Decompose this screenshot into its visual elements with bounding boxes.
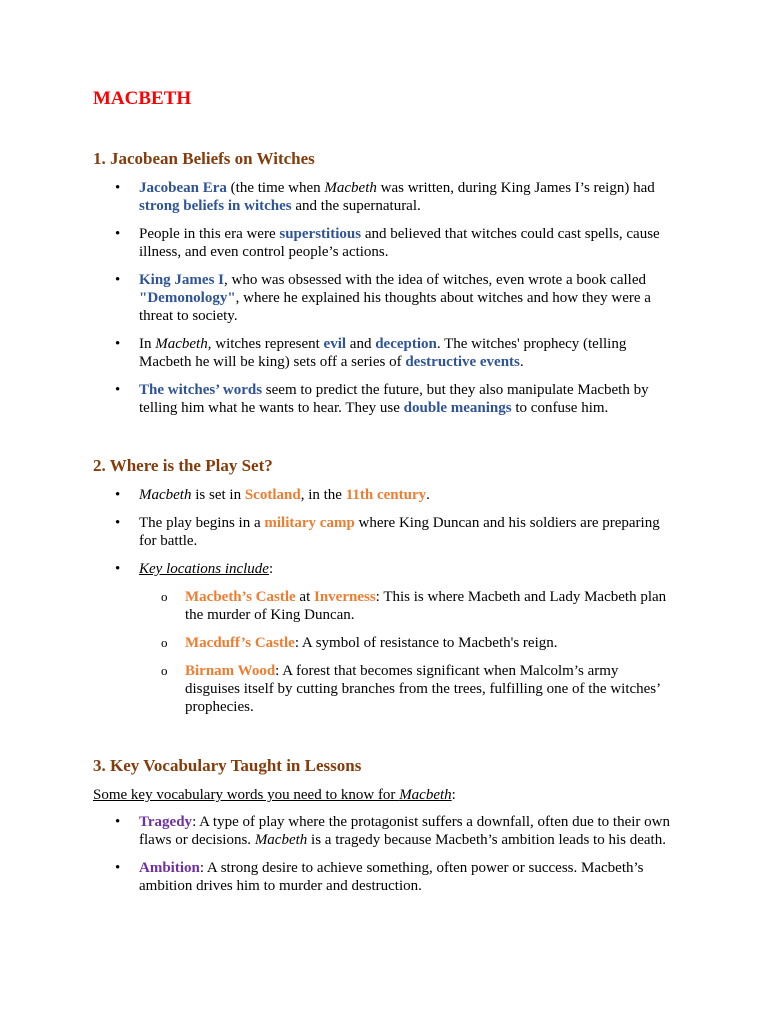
key-locations-label: Key locations include — [139, 561, 269, 577]
text: and the supernatural. — [291, 198, 421, 214]
keyword: 11th century — [345, 487, 427, 503]
text: and — [346, 336, 376, 352]
keyword: strong beliefs in witches — [139, 198, 292, 214]
sublist-item — [139, 662, 675, 716]
italic-text: Macbeth — [399, 787, 452, 803]
keyword: double meanings — [403, 400, 512, 416]
list-item — [0, 560, 679, 716]
keyword: destructive events — [405, 354, 520, 370]
text: : A forest that becomes significant when Malcolm’s army disguises itself by cutting branches from the trees, fulfilling one of the witches’ prophecies. — [185, 663, 661, 715]
italic-text: Macbeth — [324, 180, 377, 196]
text: and believed that witches could cast spells, cause illness, and even control people’s actions. — [139, 226, 660, 260]
text: . — [426, 487, 430, 503]
text: Some key vocabulary words you need to know for — [93, 787, 400, 803]
document-title: MACBETH — [93, 88, 192, 109]
keyword: Tragedy — [139, 814, 193, 830]
list-item — [0, 514, 679, 550]
text: : — [268, 561, 274, 577]
keyword: Ambition — [139, 860, 200, 876]
list-item — [0, 859, 679, 895]
text: to confuse him. — [511, 400, 609, 416]
keyword: Macduff’s Castle — [185, 635, 295, 651]
keyword: Macbeth’s Castle — [185, 589, 296, 605]
keyword: The witches’ words — [139, 382, 263, 398]
list-item — [0, 381, 679, 417]
keyword: military camp — [264, 515, 355, 531]
vocabulary-intro — [93, 786, 456, 804]
text: , who was obsessed with the idea of witches, even wrote a book called — [224, 272, 646, 288]
keyword: "Demonology" — [139, 290, 236, 306]
italic-text: Macbeth — [139, 487, 192, 503]
text: . The witches' prophecy (telling Macbeth he will be king) sets off a series of — [139, 336, 627, 370]
section-3-heading: 3. Key Vocabulary Taught in Lessons — [93, 756, 362, 775]
text: (the time when — [226, 180, 325, 196]
text: , witches represent — [207, 336, 324, 352]
keyword: Birnam Wood — [185, 663, 276, 679]
text: : A symbol of resistance to Macbeth's reign. — [294, 635, 558, 651]
text: The play begins in a — [139, 515, 265, 531]
text: at — [295, 589, 314, 605]
text: is a tragedy because Macbeth’s ambition leads to his death. — [307, 832, 666, 848]
text: : A strong desire to achieve something, often power or success. Macbeth’s ambition drives him to murder and destruction. — [139, 860, 644, 894]
sublist-item — [139, 634, 675, 652]
list-item — [0, 179, 679, 215]
list-item — [0, 225, 679, 261]
sublist-item — [139, 588, 675, 624]
text: , in the — [300, 487, 346, 503]
keyword: Inverness — [314, 589, 376, 605]
text: In — [139, 336, 156, 352]
section-2-heading: 2. Where is the Play Set? — [93, 456, 273, 475]
text: , where he explained his thoughts about witches and how they were a threat to society. — [139, 290, 651, 324]
list-item — [0, 335, 679, 371]
text: seem to predict the future, but they also manipulate Macbeth by telling him what he wants to hear. They use — [139, 382, 649, 416]
text: : This is where Macbeth and Lady Macbeth plan the murder of King Duncan. — [185, 589, 667, 623]
keyword: superstitious — [279, 226, 362, 242]
list-item — [0, 486, 679, 504]
section-3-list — [0, 813, 679, 895]
text: where King Duncan and his soldiers are preparing for battle. — [139, 515, 660, 549]
keyword: evil — [323, 336, 347, 352]
section-1-list — [0, 179, 679, 417]
italic-text: Macbeth — [254, 832, 308, 848]
text: People in this era were — [139, 226, 280, 242]
keyword: King James I — [139, 272, 225, 288]
keyword: Scotland — [244, 487, 301, 503]
italic-text: Macbeth — [155, 336, 208, 352]
list-item — [0, 271, 679, 325]
locations-sublist — [139, 588, 679, 716]
text: : — [451, 787, 456, 803]
section-1-heading: 1. Jacobean Beliefs on Witches — [93, 149, 315, 168]
text: was written, during King James I’s reign) had — [376, 180, 655, 196]
text: is set in — [191, 487, 245, 503]
keyword: deception — [375, 336, 437, 352]
section-2-list — [0, 486, 679, 716]
text: : A type of play where the protagonist suffers a downfall, often due to their own flaws or decisions. — [139, 814, 671, 848]
list-item — [0, 813, 679, 849]
keyword: Jacobean Era — [139, 180, 227, 196]
text: . — [519, 354, 524, 370]
